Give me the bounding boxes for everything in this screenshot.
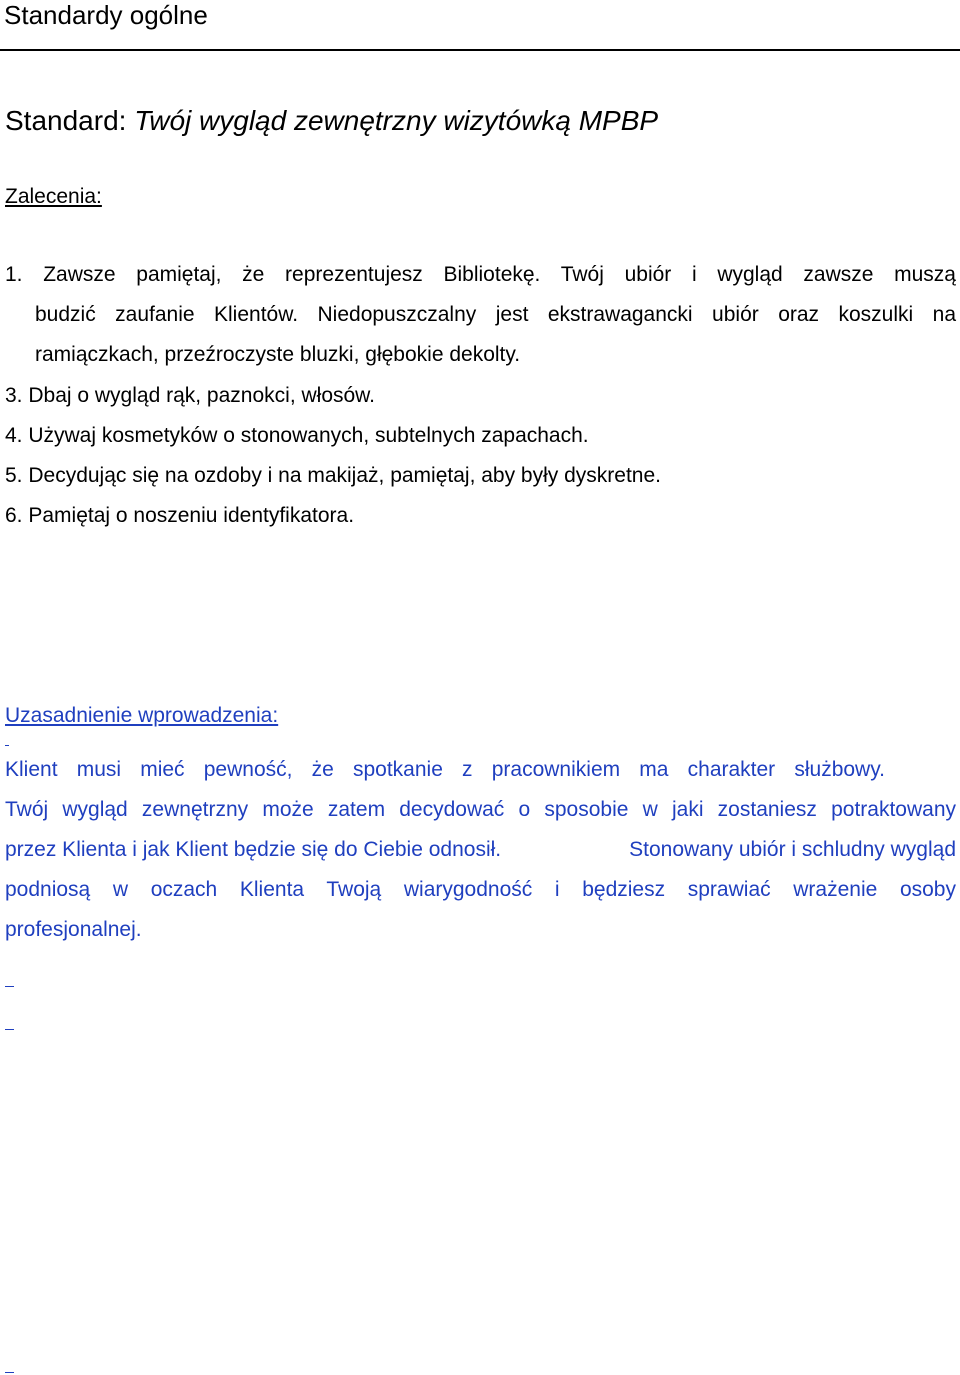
- justification-text-3b: Stonowany ubiór i schludny wygląd: [629, 838, 956, 861]
- justification-line-4: [5, 877, 956, 903]
- standard-name: Twój wygląd zewnętrzny wizytówką MPBP: [134, 105, 659, 136]
- justification-line-1: [5, 757, 885, 783]
- justification-text-3a: przez Klienta i jak Klient będzie się do Ciebie odnosił.: [5, 838, 502, 861]
- recommendation-item-3: 3. Dbaj o wygląd rąk, paznokci, włosów.: [5, 384, 376, 407]
- recommendation-item-1-line-2: [35, 302, 956, 328]
- recommendations-label: Zalecenia:: [5, 185, 102, 208]
- page-title: Standardy ogólne: [4, 0, 208, 30]
- justification-line-3: [5, 837, 956, 863]
- recommendation-item-1-line-3: ramiączkach, przeźroczyste bluzki, głębokie dekolty.: [35, 343, 521, 366]
- justification-text-2: Twój wygląd zewnętrzny może zatem decydować o sposobie w jaki zostaniesz potraktowany: [5, 798, 956, 821]
- justification-text-4: podniosą w oczach Klienta Twoją wiarygodność i będziesz sprawiać wrażenie osoby: [5, 878, 956, 901]
- recommendation-item-1-text-1: 1. Zawsze pamiętaj, że reprezentujesz Bibliotekę. Twój ubiór i wygląd zawsze muszą: [5, 263, 956, 286]
- standard-heading: [5, 104, 658, 138]
- list-dash-2: [5, 1013, 14, 1030]
- standard-prefix: Standard:: [5, 105, 135, 136]
- recommendation-item-6: 6. Pamiętaj o noszeniu identyfikatora.: [5, 504, 355, 527]
- recommendation-item-5: 5. Decydując się na ozdoby i na makijaż, pamiętaj, aby były dyskretne.: [5, 464, 661, 487]
- list-dash-1: [5, 970, 14, 987]
- justification-line-5: profesjonalnej.: [5, 918, 142, 941]
- header-divider: [0, 49, 960, 51]
- recommendation-item-1-line-1: [5, 262, 956, 288]
- recommendation-item-4: 4. Używaj kosmetyków o stonowanych, subtelnych zapachach.: [5, 424, 589, 447]
- recommendation-item-1-text-2: budzić zaufanie Klientów. Niedopuszczalny jest ekstrawagancki ubiór oraz koszulki na: [35, 303, 956, 326]
- list-dash-3: [5, 1356, 14, 1373]
- justification-line-2: [5, 797, 956, 823]
- justification-label: Uzasadnienie wprowadzenia:: [5, 704, 279, 727]
- justification-text-1: Klient musi mieć pewność, że spotkanie z pracownikiem ma charakter służbowy.: [5, 758, 885, 781]
- separator-mark: [5, 745, 9, 746]
